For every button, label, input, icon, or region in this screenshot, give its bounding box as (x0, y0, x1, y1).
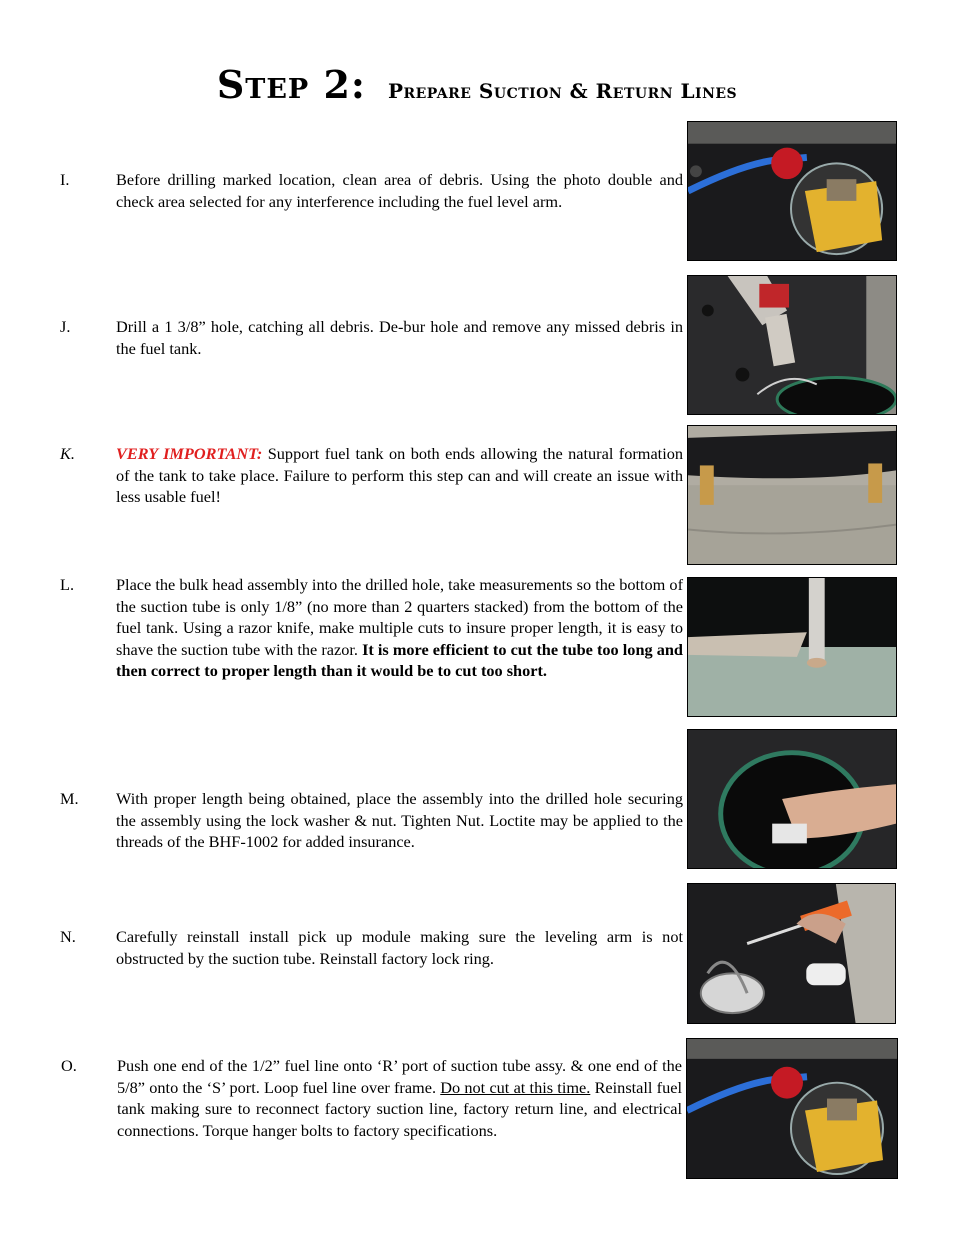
step-k (60, 443, 683, 508)
step-n (60, 926, 683, 969)
step-text (116, 574, 683, 682)
step-o (61, 1055, 682, 1141)
photo-module-reinstall (687, 883, 896, 1024)
step-body-2: Reinstall fuel tank making sure to reconnect factory suction line, factory return line, and electrical connections. Torque hanger bolts to factory specifications. (117, 1077, 682, 1140)
photo-tank-module (687, 121, 897, 261)
page-title (0, 62, 954, 107)
step-marker: O. (61, 1056, 77, 1075)
photo-fuel-lines (686, 1038, 898, 1179)
step-text: Drill a 1 3/8” hole, catching all debris. De-bur hole and remove any missed debris in the fuel tank. (116, 317, 683, 358)
underlined-note: Do not cut at this time. (440, 1077, 591, 1097)
step-text: With proper length being obtained, place the assembly into the drilled hole securing the assembly using the lock washer & nut. Tighten Nut. Loctite may be applied to the threads of the BHF-1002 for added insurance. (116, 789, 683, 852)
step-body: Place the bulk head assembly into the drilled hole, take measurements so the bottom of the suction tube is only 1/8” (no more than 2 quarters stacked) from the bottom of the fuel tank. Using a razor knife, make multiple cuts to insure proper length, it is easy to shave the suction tube with the razor. (116, 575, 683, 659)
step-text (117, 1055, 682, 1141)
step-marker: J. (60, 317, 71, 336)
step-text: Before drilling marked location, clean area of debris. Using the photo double and check area selected for any interference including the fuel level arm. (116, 170, 683, 211)
step-body: Push one end of the 1/2” fuel line onto ‘R’ port of suction tube assy. & one end of the 5/8” onto the ‘S’ port. Loop fuel line over frame. (117, 1056, 682, 1097)
step-i (60, 169, 683, 212)
photo-drill (687, 275, 897, 415)
bold-note: It is more efficient to cut the tube too long and then correct to proper length than it would be to cut too short. (116, 639, 683, 681)
step-text: Carefully reinstall install pick up module making sure the leveling arm is not obstructed by the suction tube. Reinstall factory lock ring. (116, 927, 683, 968)
step-text (116, 443, 683, 508)
important-label: VERY IMPORTANT: (116, 444, 263, 463)
step-body: Support fuel tank on both ends allowing the natural formation of the tank to take place. Failure to perform this step can and will create an issue with less usable fuel! (116, 444, 683, 507)
photo-hand-assembly (687, 729, 897, 869)
step-subheading: Prepare Suction & Return Lines (387, 79, 738, 103)
photo-suction-tube (687, 577, 897, 717)
step-l (60, 574, 683, 682)
step-heading: Step 2: (216, 62, 366, 107)
step-marker: I. (60, 170, 70, 189)
step-marker: N. (60, 927, 76, 946)
photo-tank-supported (687, 425, 897, 565)
step-marker: M. (60, 789, 79, 808)
step-marker: L. (60, 575, 75, 594)
step-j (60, 316, 683, 359)
step-marker: K. (60, 444, 75, 463)
step-m (60, 788, 683, 853)
